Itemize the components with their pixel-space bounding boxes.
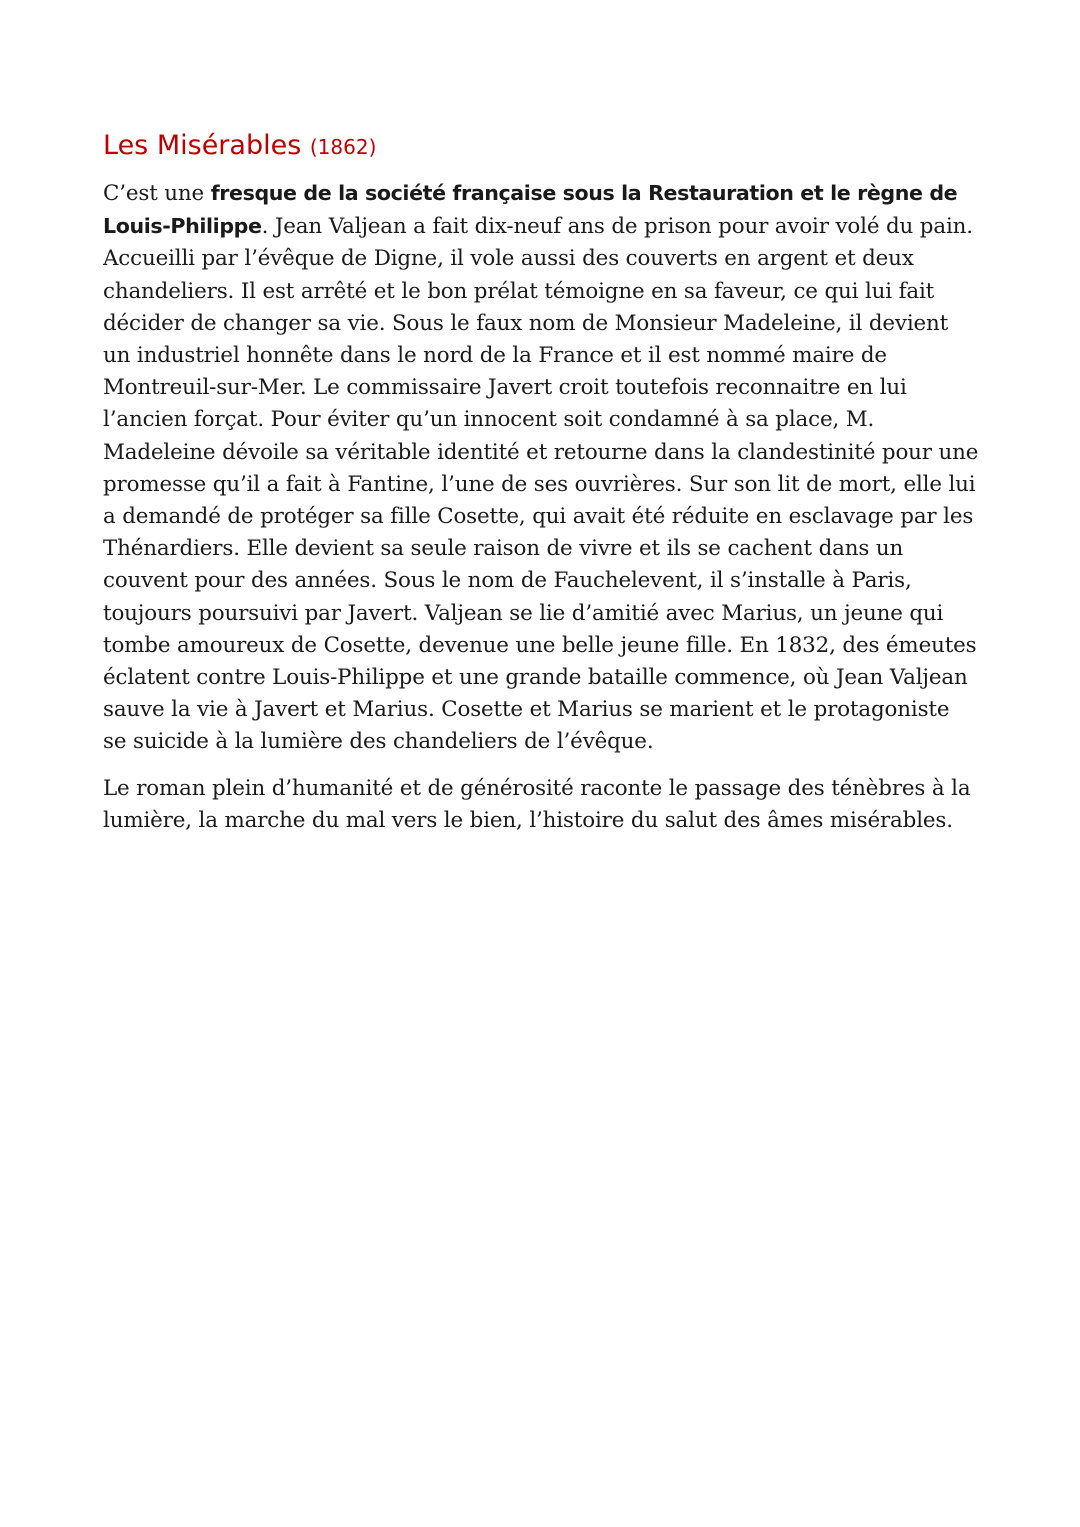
conclusion-paragraph: Le roman plein d’humanité et de générosité raconte le passage des ténèbres à la lumière, la marche du mal vers le bien, l’histoire du salut des âmes misérables. <box>103 775 971 833</box>
document-page <box>103 128 979 851</box>
book-title: Les Misérables <box>103 130 302 161</box>
summary-paragraph <box>103 177 979 759</box>
summary-body: . Jean Valjean a fait dix-neuf ans de prison pour avoir volé du pain. Accueilli par l’évêque de Digne, il vole aussi des couverts en argent et deux chandeliers. Il est arrêté et le bon prélat témoigne en sa faveur, ce qui lui fait décider de changer sa vie. Sous le faux nom de Monsieur Madeleine, il devient un industriel honnête dans le nord de la France et il est nommé maire de Montreuil-sur-Mer. Le commissaire Javert croit toutefois reconnaitre en lui l’ancien forçat. Pour éviter qu’un innocent soit condamné à sa place, M. Madeleine dévoile sa véritable identité et retourne dans la clandestinité pour une promesse qu’il a fait à Fantine, l’une de ses ouvrières. Sur son lit de mort, elle lui a demandé de protéger sa fille Cosette, qui avait été réduite en esclavage par les Thénardiers. Elle devient sa seule raison de vivre et ils se cachent dans un couvent pour des années. Sous le nom de Fauchelevent, il s’installe à Paris, toujours poursuivi par Javert. Valjean se lie d’amitié avec Marius, un jeune qui tombe amoureux de Cosette, devenue une belle jeune fille. En 1832, des émeutes éclatent contre Louis-Philippe et une grande bataille commence, où Jean Valjean sauve la vie à Javert et Marius. Cosette et Marius se marient et le protagoniste se suicide à la lumière des chandeliers de l’évêque. <box>103 214 979 755</box>
summary-highlight: fresque de la société française sous la Restauration et le règne de Louis-Philippe <box>103 181 958 239</box>
publication-year: (1862) <box>309 135 377 159</box>
section-title <box>103 128 979 165</box>
summary-intro: C’est une <box>103 181 211 206</box>
